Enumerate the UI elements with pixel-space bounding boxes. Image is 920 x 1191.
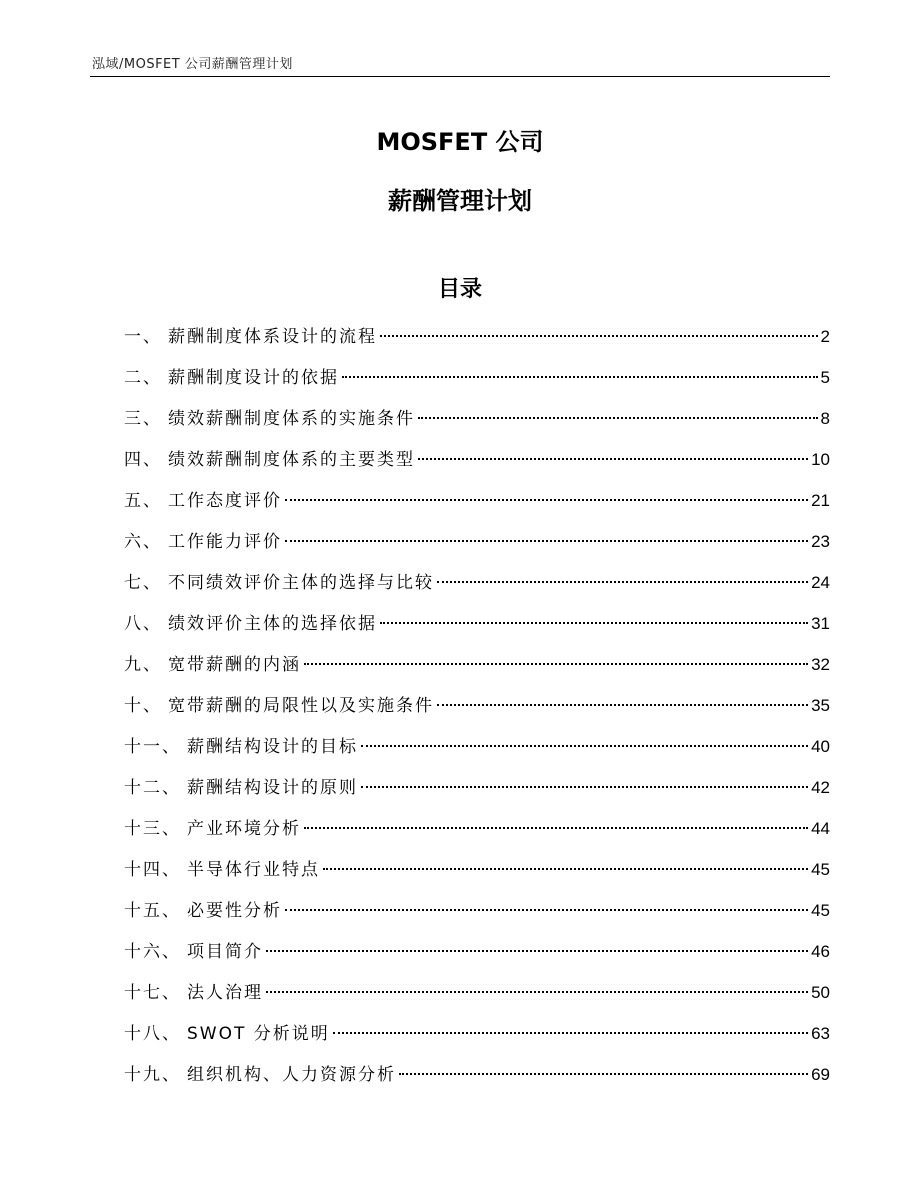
toc-entry-page: 21: [811, 491, 830, 510]
toc-leader-dots: [285, 499, 808, 501]
toc-entry-label: 绩效评价主体的选择依据: [168, 614, 377, 634]
toc-entry-page: 40: [811, 737, 830, 756]
toc-leader-dots: [285, 909, 808, 911]
toc-leader-dots: [304, 827, 808, 829]
toc-entry-page: 44: [811, 819, 830, 838]
toc-heading: 目录: [437, 277, 482, 302]
toc-leader-dots: [333, 1032, 808, 1034]
toc-entry-number: 十二、: [124, 778, 181, 798]
toc-entry[interactable]: [124, 691, 830, 732]
toc-entry-page: 8: [820, 409, 830, 428]
toc-entry[interactable]: [124, 978, 830, 1019]
toc-leader-dots: [266, 950, 808, 952]
toc-leader-dots: [399, 1073, 808, 1075]
running-header: 泓域/MOSFET 公司薪酬管理计划: [92, 57, 293, 72]
toc-entry-number: 一、: [124, 327, 162, 347]
toc-entry-label: 薪酬结构设计的目标: [187, 737, 358, 757]
toc-entry-label: 半导体行业特点: [187, 860, 320, 880]
toc-entry-number: 十四、: [124, 860, 181, 880]
toc-entry[interactable]: [124, 855, 830, 896]
toc-entry[interactable]: [124, 527, 830, 568]
toc-entry-label: 宽带薪酬的局限性以及实施条件: [168, 696, 434, 716]
toc-leader-dots: [361, 745, 808, 747]
toc-entry-page: 35: [811, 696, 830, 715]
toc-entry[interactable]: [124, 1019, 830, 1060]
toc-leader-dots: [285, 540, 808, 542]
toc-entry[interactable]: [124, 445, 830, 486]
toc-entry[interactable]: [124, 322, 830, 363]
toc-entry[interactable]: [124, 773, 830, 814]
toc-leader-dots: [418, 458, 808, 460]
toc-entry-page: 10: [811, 450, 830, 469]
toc-entry-label: 不同绩效评价主体的选择与比较: [168, 573, 434, 593]
toc-entry-page: 69: [811, 1065, 830, 1084]
toc-entry-label: 项目简介: [187, 942, 263, 962]
toc-entry-label: 薪酬制度设计的依据: [168, 368, 339, 388]
toc-entry-page: 2: [820, 327, 830, 346]
toc-leader-dots: [342, 376, 818, 378]
toc-entry-number: 十一、: [124, 737, 181, 757]
toc-entry-page: 5: [820, 368, 830, 387]
toc-entry-label: 工作能力评价: [168, 532, 282, 552]
toc-leader-dots: [323, 868, 808, 870]
toc-entry-number: 五、: [124, 491, 162, 511]
toc-entry-number: 八、: [124, 614, 162, 634]
toc-entry-number: 十三、: [124, 819, 181, 839]
toc-entry-label: 产业环境分析: [187, 819, 301, 839]
toc-entry-page: 24: [811, 573, 830, 592]
document-subtitle: 薪酬管理计划: [388, 187, 532, 215]
table-of-contents: [124, 322, 830, 1101]
toc-leader-dots: [437, 581, 808, 583]
toc-entry-page: 45: [811, 860, 830, 879]
toc-entry[interactable]: [124, 404, 830, 445]
toc-entry-label: 绩效薪酬制度体系的实施条件: [168, 409, 415, 429]
document-title: MOSFET 公司: [376, 128, 544, 156]
toc-leader-dots: [304, 663, 808, 665]
toc-entry-label: SWOT 分析说明: [187, 1024, 330, 1044]
toc-entry-label: 宽带薪酬的内涵: [168, 655, 301, 675]
toc-entry-number: 十、: [124, 696, 162, 716]
toc-entry-number: 二、: [124, 368, 162, 388]
toc-entry-number: 十九、: [124, 1065, 181, 1085]
toc-entry-label: 工作态度评价: [168, 491, 282, 511]
toc-entry-number: 十五、: [124, 901, 181, 921]
toc-entry[interactable]: [124, 937, 830, 978]
toc-leader-dots: [418, 417, 818, 419]
toc-leader-dots: [380, 335, 818, 337]
toc-entry-number: 四、: [124, 450, 162, 470]
toc-entry[interactable]: [124, 1060, 830, 1101]
toc-leader-dots: [361, 786, 808, 788]
toc-entry-page: 45: [811, 901, 830, 920]
toc-entry[interactable]: [124, 732, 830, 773]
toc-entry[interactable]: [124, 896, 830, 937]
toc-entry-label: 必要性分析: [187, 901, 282, 921]
toc-entry-page: 42: [811, 778, 830, 797]
toc-entry[interactable]: [124, 568, 830, 609]
toc-entry-number: 十七、: [124, 983, 181, 1003]
toc-entry[interactable]: [124, 650, 830, 691]
toc-entry[interactable]: [124, 814, 830, 855]
toc-leader-dots: [266, 991, 808, 993]
toc-entry-page: 63: [811, 1024, 830, 1043]
toc-entry-number: 十八、: [124, 1024, 181, 1044]
toc-entry-number: 九、: [124, 655, 162, 675]
toc-entry-page: 46: [811, 942, 830, 961]
toc-entry-number: 十六、: [124, 942, 181, 962]
toc-entry-number: 三、: [124, 409, 162, 429]
header-rule: [90, 76, 830, 77]
toc-entry-page: 50: [811, 983, 830, 1002]
toc-entry[interactable]: [124, 609, 830, 650]
toc-entry-label: 薪酬结构设计的原则: [187, 778, 358, 798]
toc-entry-label: 绩效薪酬制度体系的主要类型: [168, 450, 415, 470]
toc-entry-label: 组织机构、人力资源分析: [187, 1065, 396, 1085]
toc-entry-page: 23: [811, 532, 830, 551]
toc-entry-page: 32: [811, 655, 830, 674]
toc-entry-label: 法人治理: [187, 983, 263, 1003]
toc-entry[interactable]: [124, 486, 830, 527]
toc-entry-label: 薪酬制度体系设计的流程: [168, 327, 377, 347]
toc-leader-dots: [437, 704, 808, 706]
toc-entry-number: 七、: [124, 573, 162, 593]
toc-entry[interactable]: [124, 363, 830, 404]
toc-entry-number: 六、: [124, 532, 162, 552]
toc-entry-page: 31: [811, 614, 830, 633]
toc-leader-dots: [380, 622, 808, 624]
